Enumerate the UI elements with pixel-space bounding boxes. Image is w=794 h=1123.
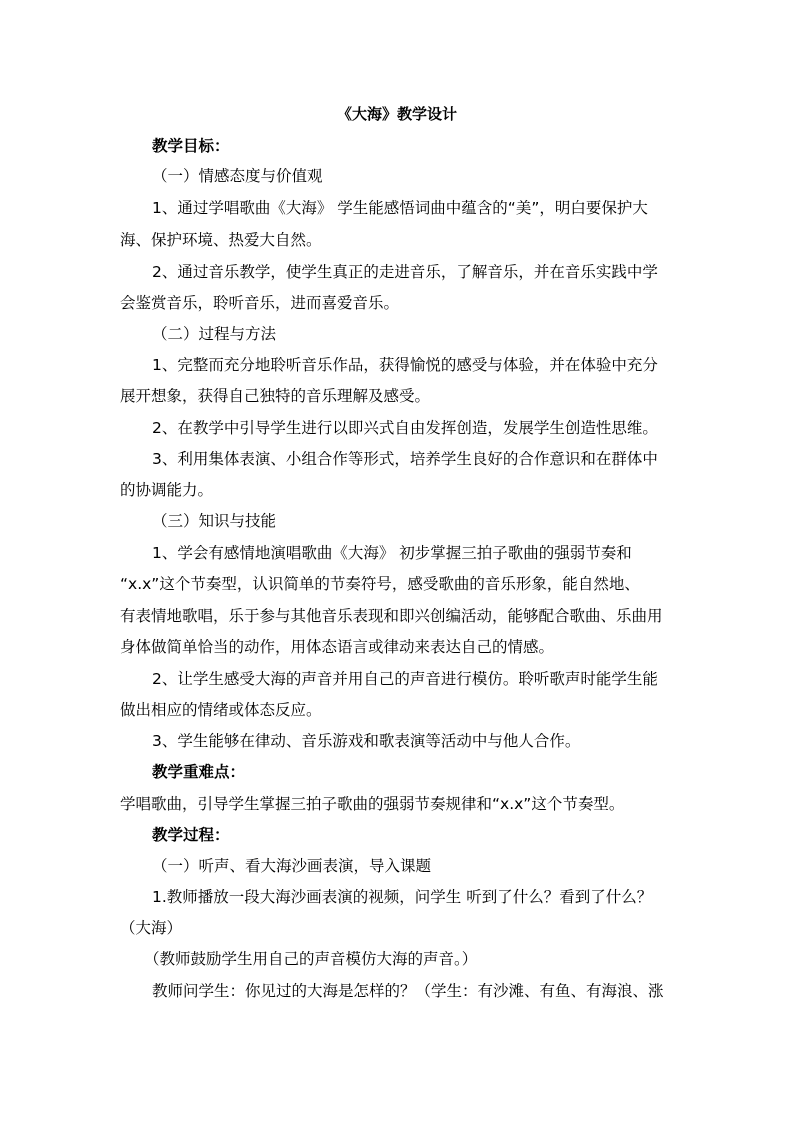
paragraph-line: 1.教师播放一段大海沙画表演的视频，问学生 听到了什么？看到了什么？ <box>152 888 653 906</box>
paragraph-line: 海、保护环境、热爱大自然。 <box>120 231 322 249</box>
paragraph-line: 2、在教学中引导学生进行以即兴式自由发挥创造，发展学生创造性思维。 <box>152 419 658 437</box>
section-heading-key-points: 教学重难点： <box>152 763 246 781</box>
paragraph-line: 身体做简单恰当的动作，用体态语言或律动来表达自己的情感。 <box>120 638 555 656</box>
paragraph-line: 会鉴赏音乐，聆听音乐，进而喜爱音乐。 <box>120 294 400 312</box>
paragraph-line: 教师问学生：你见过的大海是怎样的？（学生：有沙滩、有鱼、有海浪、涨 <box>152 982 664 1000</box>
subheading-knowledge: （三）知识与技能 <box>152 512 277 530</box>
paragraph-line: 1、完整而充分地聆听音乐作品，获得愉悦的感受与体验，并在体验中充分 <box>152 356 658 374</box>
subheading-intro: （一）听声、看大海沙画表演，导入课题 <box>152 857 432 875</box>
paragraph-line: 学唱歌曲，引导学生掌握三拍子歌曲的强弱节奏规律和“x.x”这个节奏型。 <box>120 795 625 813</box>
paragraph-line: 展开想象，获得自己独特的音乐理解及感受。 <box>120 387 431 405</box>
section-heading-objectives: 教学目标： <box>152 137 230 155</box>
paragraph-line: （教师鼓励学生用自己的声音模仿大海的声音。） <box>144 950 478 968</box>
document-title: 《大海》教学设计 <box>336 105 457 123</box>
paragraph-line: 1、学会有感情地演唱歌曲《大海》 初步掌握三拍子歌曲的强弱节奏和 <box>152 544 632 562</box>
paragraph-line: 的协调能力。 <box>120 481 214 499</box>
paragraph-line: 3、学生能够在律动、音乐游戏和歌表演等活动中与他人合作。 <box>152 732 581 750</box>
paragraph-line: 2、通过音乐教学，使学生真正的走进音乐，了解音乐，并在音乐实践中学 <box>152 263 658 281</box>
subheading-process: （二）过程与方法 <box>152 325 277 343</box>
paragraph-line: 3、利用集体表演、小组合作等形式，培养学生良好的合作意识和在群体中 <box>152 450 658 468</box>
paragraph-line: 有表情地歌唱，乐于参与其他音乐表现和即兴创编活动，能够配合歌曲、乐曲用 <box>120 607 663 625</box>
paragraph-line: 做出相应的情绪或体态反应。 <box>120 701 322 719</box>
paragraph-line: 1、通过学唱歌曲《大海》 学生能感悟词曲中蕴含的“美”，明白要保护大 <box>152 199 648 217</box>
section-heading-process: 教学过程： <box>152 826 230 844</box>
subheading-emotion: （一）情感态度与价值观 <box>152 167 323 185</box>
paragraph-line: 2、让学生感受大海的声音并用自己的声音进行模仿。聆听歌声时能学生能 <box>152 670 658 688</box>
paragraph-line: “x.x”这个节奏型，认识简单的节奏符号，感受歌曲的音乐形象，能自然地、 <box>120 575 640 593</box>
paragraph-line: （大海） <box>120 919 183 937</box>
